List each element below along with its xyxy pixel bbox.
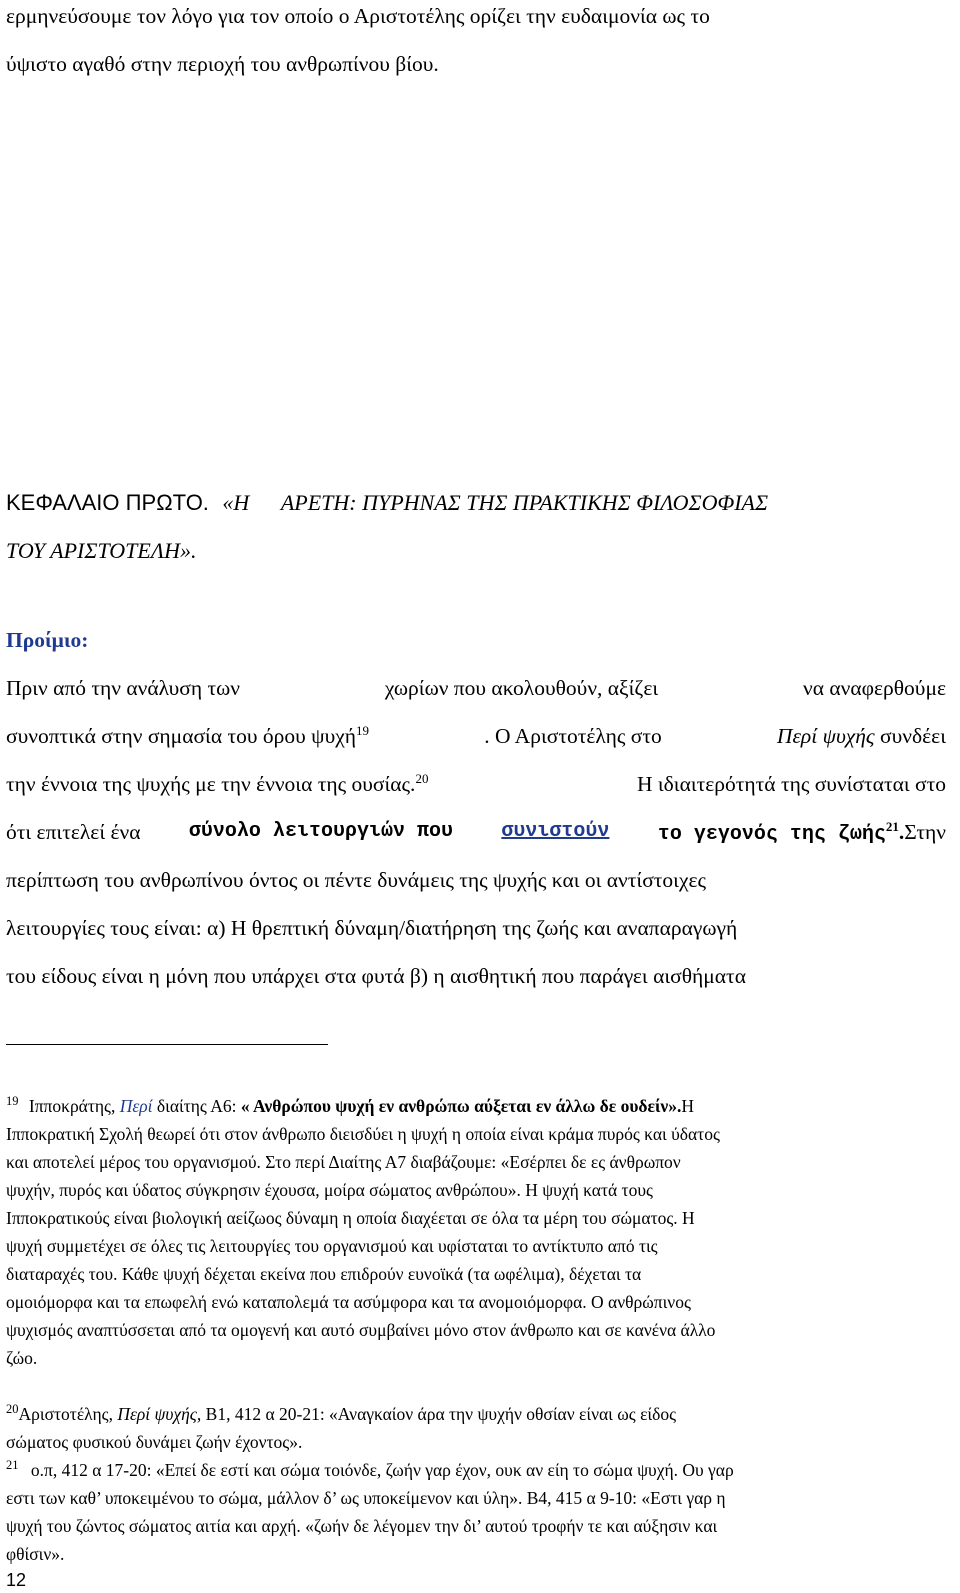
footnote-19-line-4 [6, 1182, 941, 1200]
footnote-text: ψυχή συμμετέχει σε όλες τις λειτουργίες του οργανισμού και υφίσταται το αντίκτυπο από τις [6, 1236, 658, 1256]
footnote-text: Ιπποκρατική Σχολή θεωρεί ότι στον άνθρωπο διεισδύει η ψυχή η οποία είναι κράμα πυρός και ύδατος [6, 1124, 720, 1144]
emphasis-text: σύνολο λειτουργιών που [188, 820, 453, 843]
body-text: χωρίων που ακολουθούν, αξίζει [384, 676, 659, 700]
body-text: περίπτωση του ανθρωπίνου όντος οι πέντε δυνάμεις της ψυχής και οι αντίστοιχες [6, 868, 707, 892]
body-text: λειτουργίες τους είναι: α) Η θρεπτική δύναμη/διατήρηση της ζωής και αναπαραγωγή [6, 916, 738, 940]
footnote-19-line-8 [6, 1294, 941, 1312]
footnote-19-line-5 [6, 1210, 941, 1228]
footnote-text: ζώο. [6, 1348, 38, 1368]
page-number: 12 [6, 1570, 27, 1590]
footnote-ref-19[interactable]: 19 [356, 722, 370, 738]
footnote-text: Ιπποκράτης, [28, 1096, 116, 1116]
body-text: Πριν από την ανάλυση των [6, 676, 241, 700]
work-title: Περί ψυχής [776, 724, 875, 748]
footnote-text: Αριστοτέλης, [18, 1404, 113, 1424]
body-text: του είδους είναι η μόνη που υπάρχει στα φυτά β) η αισθητική που παράγει αισθήματα [6, 964, 746, 988]
footnote-text: Η [681, 1096, 694, 1116]
footnote-text: διαταραχές του. Κάθε ψυχή δέχεται εκείνα που επιδρούν ευνοϊκά (τα ωφέλιμα), δέχεται τα [6, 1264, 642, 1284]
footnote-ref-21[interactable]: 21 [885, 818, 899, 834]
footnote-text: ο.π, 412 α 17-20: «Επεί δε εστί και σώμα τοιόνδε, ζωήν γαρ έχον, ουκ αν είη το σώμα ψυχή. Ου γαρ [30, 1460, 734, 1480]
footnote-19-line-2 [6, 1126, 941, 1144]
body-text [777, 726, 946, 748]
footnote-19-line-6 [6, 1238, 941, 1256]
footnote-19-line-3 [6, 1154, 941, 1172]
footnote-text: ψυχήν, πυρός και ύδατος σύγκρησιν έχουσα, μοίρα σώματος ανθρώπου». Η ψυχή κατά τους [6, 1180, 653, 1200]
body-text: συνοπτικά στην σημασία του όρου ψυχή [6, 724, 357, 748]
footnote-number: 20 [6, 1402, 19, 1417]
intro-text-2: ύψιστο αγαθό στην περιοχή του ανθρωπίνου βίου. [6, 52, 439, 76]
body-text: . Ο Αριστοτέλης στο [484, 724, 662, 748]
footnote-20-line-1 [6, 1402, 941, 1424]
footnote-text: Ιπποκρατικούς είναι βιολογική αείζωος δύναμη η οποία διαχέεται σε όλα τα μέρη του σώματος. Η [6, 1208, 695, 1228]
footnote-text: σώματος φυσικού δυνάμει ζωήν έχοντος». [6, 1432, 303, 1452]
body-text: να αναφερθούμε [802, 676, 946, 700]
footnote-19-line-1 [6, 1094, 941, 1116]
footnote-19-line-9 [6, 1322, 941, 1340]
footnote-19-line-7 [6, 1266, 941, 1284]
chapter-title-part-b: ΑΡΕΤΗ: ΠΥΡΗΝΑΣ ΤΗΣ ΠΡΑΚΤΙΚΗΣ ΦΙΛΟΣΟΦΙΑΣ [280, 490, 769, 515]
emphasis-link[interactable]: συνιστούν [501, 820, 610, 843]
body-text [6, 722, 370, 748]
footnote-number: 19 [6, 1094, 19, 1109]
chapter-heading-line-1 [6, 492, 946, 514]
footnote-text: φθίσιν». [6, 1544, 65, 1564]
footnote-21-line-4 [6, 1546, 941, 1564]
body-line-1 [6, 678, 946, 700]
intro-line-2 [6, 54, 946, 76]
footnote-text: και αποτελεί μέρος του οργανισμού. Στο περί Διαίτης Α7 διαβάζουμε: «Εσέρπει δε ες άνθρωπον [6, 1152, 681, 1172]
quote-text: « Ανθρώπου ψυχή εν ανθρώπω αύξεται εν άλλω δε ουδείν». [240, 1096, 682, 1116]
section-heading-text: Προίμιο: [6, 628, 89, 652]
footnote-text: ψυχισμός αναπτύσσεται από τα ομογενή και αυτό συμβαίνει μόνο στον άνθρωπο και σε κανένα άλλο [6, 1320, 716, 1340]
body-text: την έννοια της ψυχής με την έννοια της ουσίας. [6, 772, 416, 796]
footnote-text: ομοιόμορφα και τα επωφελή ενώ καταπολεμά τα ασύμφορα και τα ανομοιόμορφα. Ο ανθρώπινος [6, 1292, 691, 1312]
footnote-number: 21 [6, 1458, 19, 1473]
punctuation: . [898, 820, 905, 844]
intro-text-1: ερμηνεύσουμε τον λόγο για τον οποίο ο Αριστοτέλης ορίζει την ευδαιμονία ως το [6, 4, 710, 28]
body-line-7 [6, 966, 946, 988]
footnote-20-line-2 [6, 1434, 941, 1452]
body-text [6, 770, 429, 796]
footnote-text: ψυχή του ζώντος σώματος αιτία και αρχή. «ζωήν δε λέγομεν την δι’ αυτού τροφήν τε και αύξησιν και [6, 1516, 718, 1536]
work-title: Περί [119, 1096, 153, 1116]
chapter-title-part-c: ΤΟΥ ΑΡΙΣΤΟΤΕΛΗ». [6, 538, 197, 563]
footnote-separator [6, 1044, 328, 1045]
body-line-3 [6, 770, 946, 796]
chapter-label: ΚΕΦΑΛΑΙΟ ΠΡΩΤΟ. [6, 490, 209, 515]
footnote-text: Β1, 412 α 20-21: «Αναγκαίον άρα την ψυχήν οθσίαν είναι ως είδος [205, 1404, 677, 1424]
body-text [657, 818, 946, 846]
body-line-4 [6, 818, 946, 846]
emphasis-text: το γεγονός της ζωής [657, 823, 886, 846]
footnote-text: εστι των καθ’ υποκειμένου το σώμα, μάλλον δ’ ως υποκείμενον και ύλη». Β4, 415 α 9-10: «Εστι γαρ η [6, 1488, 726, 1508]
body-line-5 [6, 870, 946, 892]
section-heading [6, 630, 946, 652]
body-text: Η ιδιαιτερότητά της συνίσταται στο [636, 772, 946, 796]
body-line-2 [6, 722, 946, 748]
footnote-21-line-3 [6, 1518, 941, 1536]
chapter-title-part-a: «Η [222, 490, 250, 515]
footnote-text: διαίτης Α6: [156, 1096, 237, 1116]
body-text: ότι επιτελεί ένα [6, 820, 141, 844]
footnote-19-line-10 [6, 1350, 941, 1368]
work-title: Περί ψυχής, [117, 1404, 202, 1424]
footnote-ref-20[interactable]: 20 [415, 770, 429, 786]
footnote-21-line-2 [6, 1490, 941, 1508]
body-text: Στην [904, 820, 946, 844]
intro-line-1 [6, 6, 946, 28]
body-text: συνδέει [880, 724, 946, 748]
body-line-6 [6, 918, 946, 940]
footnote-21-line-1 [6, 1458, 941, 1480]
chapter-heading-line-2 [6, 540, 946, 562]
